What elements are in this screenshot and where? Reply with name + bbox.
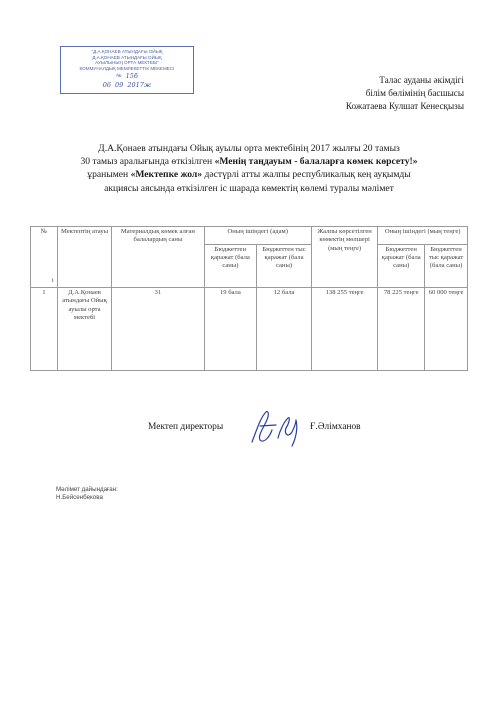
signature-name: Ғ.Әлімханов bbox=[310, 422, 361, 432]
title-slogan: «Менің таңдауым - балаларға көмек көрсету!» bbox=[214, 156, 418, 168]
title-text: дәстүрлі атты жалпы республикалық кең ауқымды bbox=[202, 169, 411, 181]
addressee-line: білім бөлімінің басшысы bbox=[365, 88, 464, 98]
registration-stamp bbox=[60, 46, 194, 94]
stamp-number-value: 15б bbox=[125, 72, 138, 81]
cell-num: 1 bbox=[31, 288, 58, 371]
cell-children: 31 bbox=[112, 288, 204, 371]
addressee-line: Талас ауданы әкімдігі bbox=[379, 75, 464, 85]
title-text: 30 тамыз аралығында өткізілген bbox=[80, 156, 215, 168]
signature-label: Мектеп директоры bbox=[148, 422, 224, 432]
stamp-line: Д.А.ҚОНАЕВ АТЫНДАҒЫ ОЙЫҚ bbox=[92, 54, 162, 60]
stamp-line: "Д.А.ҚОНАЕВ АТЫНДАҒЫ ОЙЫҚ bbox=[91, 49, 163, 54]
header-num-text: № bbox=[40, 228, 47, 235]
header-extra-people: Бюджеттен тыс қаражат (бала саны) bbox=[257, 244, 312, 287]
stamp-date-day: 06 bbox=[102, 80, 112, 89]
title-line bbox=[30, 155, 468, 168]
stamp-date-month: 09 bbox=[115, 80, 124, 89]
stamp-date-row bbox=[61, 80, 193, 89]
addressee-line: Кожатаева Кулшат Кенесқызы bbox=[345, 101, 464, 111]
stamp-number-label: № bbox=[116, 73, 122, 80]
prepared-by bbox=[56, 486, 118, 502]
header-of-which-people: Оның ішіндегі (адам) bbox=[204, 227, 311, 245]
cell-budget-people: 19 бала bbox=[204, 288, 257, 371]
addressee-block bbox=[264, 74, 464, 113]
stamp-number-row bbox=[61, 74, 193, 80]
cell-budget-tenge: 78 225 теңге bbox=[378, 288, 425, 371]
prepared-name: Н.Бейсенбекова bbox=[56, 494, 103, 501]
aid-table bbox=[30, 226, 468, 371]
header-children: Материалдық көмек алған балалардың саны bbox=[112, 227, 204, 288]
title-line bbox=[30, 168, 468, 181]
title-line: Д.А.Қонаев атындағы Ойық ауылы орта мектебінің 2017 жылғы 20 тамыз bbox=[98, 143, 400, 154]
header-of-which-tenge: Оның ішіндегі (мың теңге) bbox=[378, 227, 468, 245]
header-budget-tenge: Бюджеттен қаражат (бала саны) bbox=[378, 244, 425, 287]
title-text: ұранымен bbox=[87, 169, 131, 181]
header-num bbox=[31, 227, 58, 288]
table-row bbox=[31, 288, 468, 371]
cell-extra-people: 12 бала bbox=[257, 288, 312, 371]
header-extra-tenge: Бюджеттен тыс қаражат (бала саны) bbox=[425, 244, 468, 287]
cell-total: 138 255 теңге bbox=[311, 288, 377, 371]
cell-school: Д.А.Қонаев атындағы Ойық ауылы орта мектебі bbox=[57, 288, 112, 371]
document-title bbox=[30, 142, 468, 195]
stamp-date-year: 2017ж bbox=[127, 80, 152, 89]
stamp-line: АУЫЛЫНЫҢ ОРТА МЕКТЕБІ" bbox=[95, 60, 159, 66]
title-campaign: «Мектепке жол» bbox=[130, 169, 203, 181]
signature-block bbox=[140, 418, 440, 448]
handwritten-signature-icon bbox=[246, 408, 308, 448]
stamp-line: КОММУНАЛДЫҚ МЕМЛЕКЕТТІК МЕКЕМЕСІ bbox=[79, 65, 175, 71]
header-total: Жалпы көрсетілген көмектің мөлшері (мың теңге) bbox=[311, 227, 377, 288]
header-budget-people: Бюджеттен қаражат (бала саны) bbox=[204, 244, 257, 287]
title-line: акциясы аясында өткізілген іс шарада көмектің көлемі туралы мәлімет bbox=[104, 182, 394, 194]
table-header-row bbox=[31, 227, 468, 245]
prepared-label: Мәлімет дайындаған: bbox=[56, 486, 118, 493]
cell-extra-tenge: 60 000 теңге bbox=[425, 288, 468, 371]
header-corner-mark: і bbox=[51, 276, 54, 284]
header-school: Мектептің атауы bbox=[57, 227, 112, 288]
